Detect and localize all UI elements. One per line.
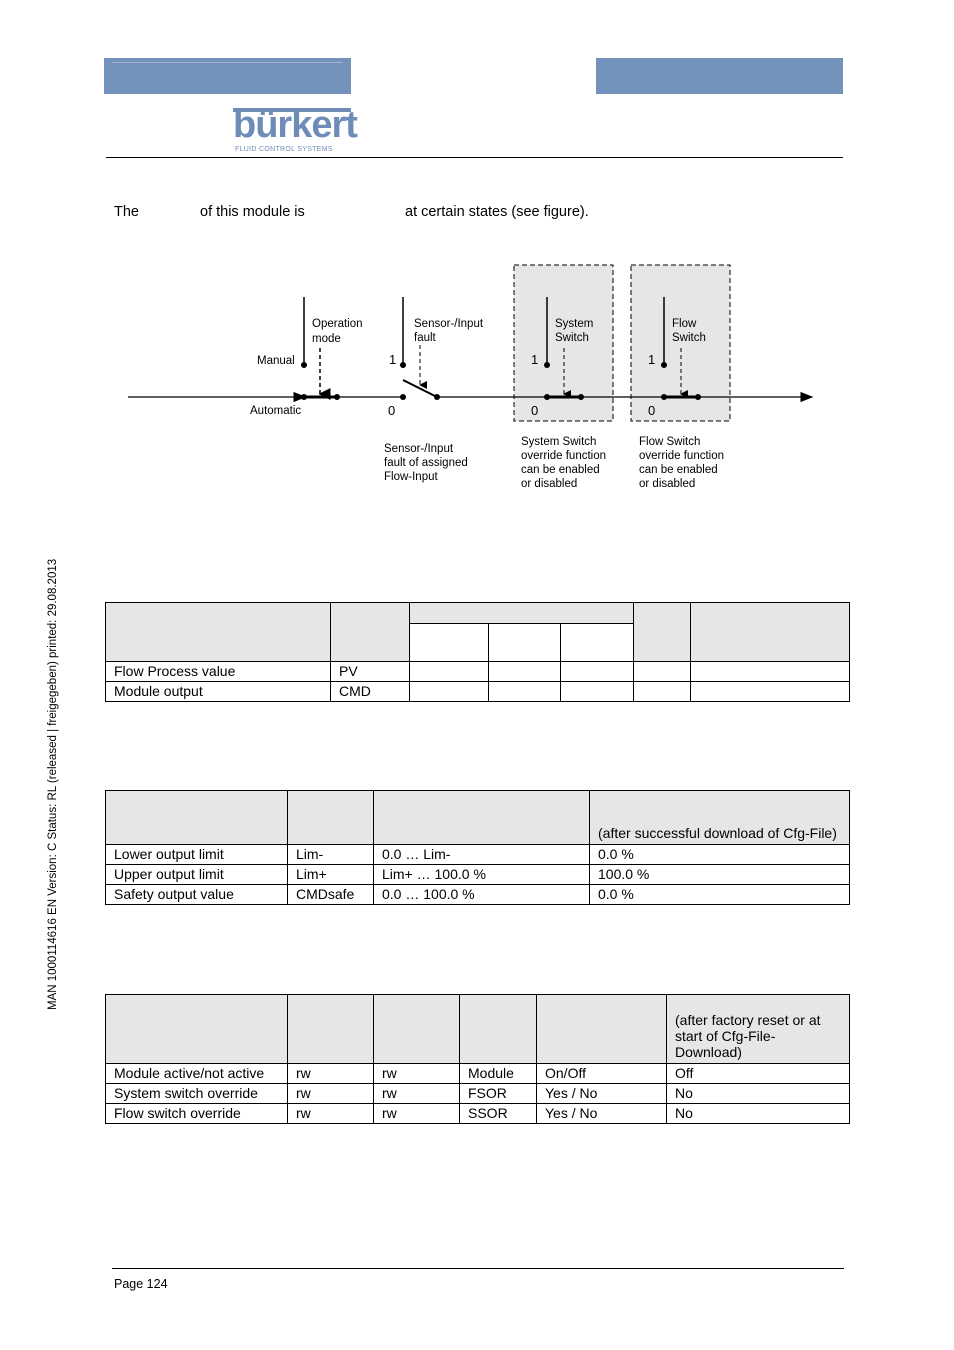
system-caption-3: can be enabled: [521, 464, 600, 476]
table-row: Safety output value CMDsafe 0.0 … 100.0 % 0.0 %: [106, 885, 850, 905]
flow-contact-1: [661, 362, 667, 368]
table-row: System switch override rw rw FSOR Yes / No No: [106, 1084, 850, 1104]
intro-text-2: of this module is: [200, 204, 305, 220]
sensor-caption-1: Sensor-/Input: [384, 443, 454, 455]
footer-rule: [112, 1268, 844, 1269]
flow-switch-label-2: Switch: [672, 332, 706, 344]
flow-caption-1: Flow Switch: [639, 436, 701, 448]
parameters-table: [105, 790, 850, 905]
flow-caption-3: can be enabled: [639, 464, 718, 476]
operation-contact: [334, 394, 340, 400]
intro-text-1: The: [114, 204, 139, 220]
signal-name: Flow Process value: [106, 662, 331, 682]
configuration-table-header: [106, 995, 850, 1064]
automatic-label: Automatic: [250, 405, 302, 417]
system-switch-label-1: System: [555, 318, 594, 330]
system-zero-label: 0: [531, 403, 539, 418]
table-row: Lower output limit Lim- 0.0 … Lim- 0.0 %: [106, 845, 850, 865]
sensor-caption-3: Flow-Input: [384, 471, 438, 483]
switch-diagram: [0, 0, 954, 520]
signal-symbol: CMD: [331, 682, 410, 702]
sensor-caption-2: fault of assigned: [384, 457, 468, 469]
sensor-zero-label: 0: [388, 403, 396, 418]
system-switch-label-2: Switch: [555, 332, 589, 344]
manual-contact: [301, 362, 307, 368]
system-caption-4: or disabled: [521, 478, 578, 490]
table-row: Flow switch override rw rw SSOR Yes / No No: [106, 1104, 850, 1124]
sensor-pivot: [434, 394, 440, 400]
sensor-one-label: 1: [389, 352, 397, 367]
signals-table-header: [106, 603, 850, 624]
system-contact-0: [578, 394, 584, 400]
table-row: Module active/not active rw rw Module On/Off Off: [106, 1064, 850, 1084]
parameters-default-header: (after successful download of Cfg-File): [590, 791, 850, 845]
system-caption-2: override function: [521, 450, 607, 462]
operation-mode-label-1: Operation: [312, 318, 363, 330]
page-number: Page 124: [114, 1277, 168, 1291]
flow-switch-label-1: Flow: [672, 318, 697, 330]
flow-zero-label: 0: [648, 403, 656, 418]
flow-contact-0: [695, 394, 701, 400]
logo-tagline: FLUID CONTROL SYSTEMS: [235, 146, 333, 153]
system-one-label: 1: [531, 352, 539, 367]
document-status-text: MAN 1000114616 EN Version: C Status: RL (released | freigegeben) printed: 29.08.2013: [47, 558, 59, 1010]
signals-table: [105, 602, 850, 702]
sensor-contact-0: [400, 394, 406, 400]
table-row: [106, 682, 850, 702]
parameters-table-header: [106, 791, 850, 845]
system-caption-1: System Switch: [521, 436, 597, 448]
table-row: Upper output limit Lim+ Lim+ … 100.0 % 100.0 %: [106, 865, 850, 885]
sensor-fault-label-2: fault: [414, 332, 436, 344]
table-row: [106, 662, 850, 682]
flow-caption-2: override function: [639, 450, 725, 462]
logo-name: bürkert: [233, 104, 357, 146]
flow-caption-4: or disabled: [639, 478, 696, 490]
sensor-contact-1: [400, 362, 406, 368]
manual-label: Manual: [257, 355, 295, 367]
operation-mode-label-2: mode: [312, 333, 341, 345]
sensor-fault-label-1: Sensor-/Input: [414, 318, 484, 330]
flow-one-label: 1: [648, 352, 656, 367]
signal-name: Module output: [106, 682, 331, 702]
intro-text-3: at certain states (see figure).: [405, 204, 589, 220]
system-contact-1: [544, 362, 550, 368]
signal-symbol: PV: [331, 662, 410, 682]
configuration-table: [105, 994, 850, 1124]
configuration-default-header: (after factory reset or at start of Cfg-File-Download): [667, 995, 850, 1064]
